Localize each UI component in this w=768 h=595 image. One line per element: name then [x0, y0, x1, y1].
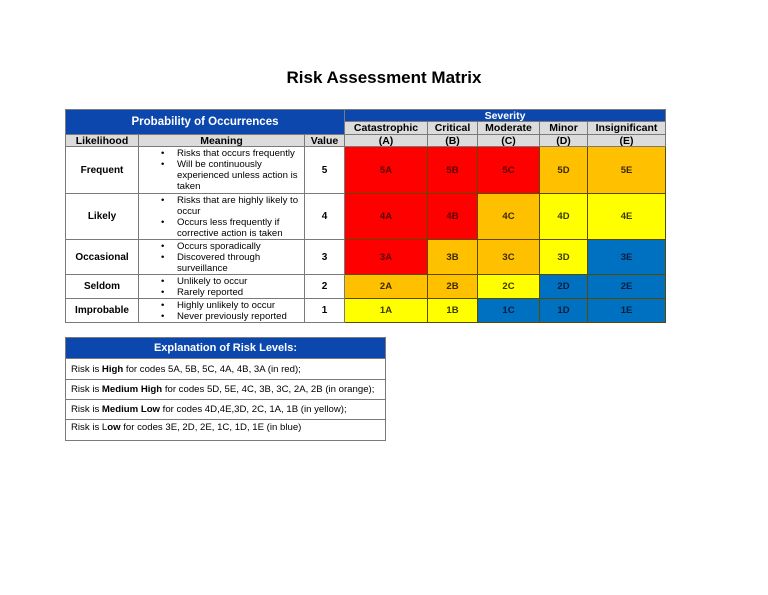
meaning-likely	[139, 194, 305, 240]
severity-code-e: (E)	[588, 135, 666, 147]
value-frequent: 5	[305, 147, 345, 194]
severity-name-d: Minor	[540, 122, 588, 135]
meaning-item: • Occurs less frequently if corrective action is taken	[161, 217, 304, 239]
meaning-item: • Will be continuously experienced unless action is taken	[161, 159, 304, 192]
risk-cell-2a: 2A	[345, 275, 428, 299]
meaning-item: • Discovered through surveillance	[161, 252, 304, 274]
value-improbable: 1	[305, 299, 345, 323]
risk-cell-5e: 5E	[588, 147, 666, 194]
risk-cell-1d: 1D	[540, 299, 588, 323]
risk-cell-5a: 5A	[345, 147, 428, 194]
column-header-meaning: Meaning	[139, 135, 305, 147]
risk-cell-4c: 4C	[478, 194, 540, 240]
severity-code-d: (D)	[540, 135, 588, 147]
likelihood-seldom: Seldom	[65, 275, 139, 299]
meaning-occasional	[139, 240, 305, 275]
likelihood-likely: Likely	[65, 194, 139, 240]
explanation-header: Explanation of Risk Levels:	[65, 337, 386, 359]
meaning-item: • Risks that occurs frequently	[161, 148, 304, 159]
risk-cell-5b: 5B	[428, 147, 478, 194]
risk-cell-1a: 1A	[345, 299, 428, 323]
value-likely: 4	[305, 194, 345, 240]
meaning-item: • Highly unlikely to occur	[161, 300, 287, 311]
value-seldom: 2	[305, 275, 345, 299]
meaning-seldom	[139, 275, 305, 299]
severity-code-b: (B)	[428, 135, 478, 147]
risk-cell-4e: 4E	[588, 194, 666, 240]
risk-cell-3a: 3A	[345, 240, 428, 275]
meaning-item: • Never previously reported	[161, 311, 287, 322]
risk-cell-2d: 2D	[540, 275, 588, 299]
explanation-row-high: Risk is High for codes 5A, 5B, 5C, 4A, 4B, 3A (in red);	[65, 359, 386, 380]
risk-cell-4b: 4B	[428, 194, 478, 240]
value-occasional: 3	[305, 240, 345, 275]
severity-code-a: (A)	[345, 135, 428, 147]
risk-cell-4a: 4A	[345, 194, 428, 240]
likelihood-occasional: Occasional	[65, 240, 139, 275]
severity-name-a: Catastrophic	[345, 122, 428, 135]
risk-cell-3e: 3E	[588, 240, 666, 275]
meaning-frequent	[139, 147, 305, 194]
risk-cell-4d: 4D	[540, 194, 588, 240]
probability-header: Probability of Occurrences	[65, 109, 345, 135]
explanation-row-medium-low: Risk is Medium Low for codes 4D,4E,3D, 2C, 1A, 1B (in yellow);	[65, 400, 386, 420]
severity-name-c: Moderate	[478, 122, 540, 135]
severity-code-c: (C)	[478, 135, 540, 147]
risk-cell-3c: 3C	[478, 240, 540, 275]
meaning-item: • Occurs sporadically	[161, 241, 304, 252]
meaning-item: • Risks that are highly likely to occur	[161, 195, 304, 217]
likelihood-frequent: Frequent	[65, 147, 139, 194]
meaning-item: • Unlikely to occur	[161, 276, 247, 287]
column-header-likelihood: Likelihood	[65, 135, 139, 147]
likelihood-improbable: Improbable	[65, 299, 139, 323]
risk-cell-1e: 1E	[588, 299, 666, 323]
severity-name-b: Critical	[428, 122, 478, 135]
meaning-improbable	[139, 299, 305, 323]
explanation-row-medium-high: Risk is Medium High for codes 5D, 5E, 4C, 3B, 3C, 2A, 2B (in orange);	[65, 380, 386, 400]
column-header-value: Value	[305, 135, 345, 147]
risk-cell-1c: 1C	[478, 299, 540, 323]
risk-cell-3b: 3B	[428, 240, 478, 275]
severity-header: Severity	[345, 109, 666, 122]
page-title: Risk Assessment Matrix	[286, 68, 482, 87]
risk-cell-2e: 2E	[588, 275, 666, 299]
risk-cell-5d: 5D	[540, 147, 588, 194]
meaning-item: • Rarely reported	[161, 287, 247, 298]
risk-cell-3d: 3D	[540, 240, 588, 275]
risk-cell-5c: 5C	[478, 147, 540, 194]
explanation-row-low: Risk is L ow for codes 3E, 2D, 2E, 1C, 1D, 1E (in blue)	[65, 420, 386, 441]
risk-cell-2c: 2C	[478, 275, 540, 299]
risk-cell-1b: 1B	[428, 299, 478, 323]
severity-name-e: Insignificant	[588, 122, 666, 135]
risk-cell-2b: 2B	[428, 275, 478, 299]
